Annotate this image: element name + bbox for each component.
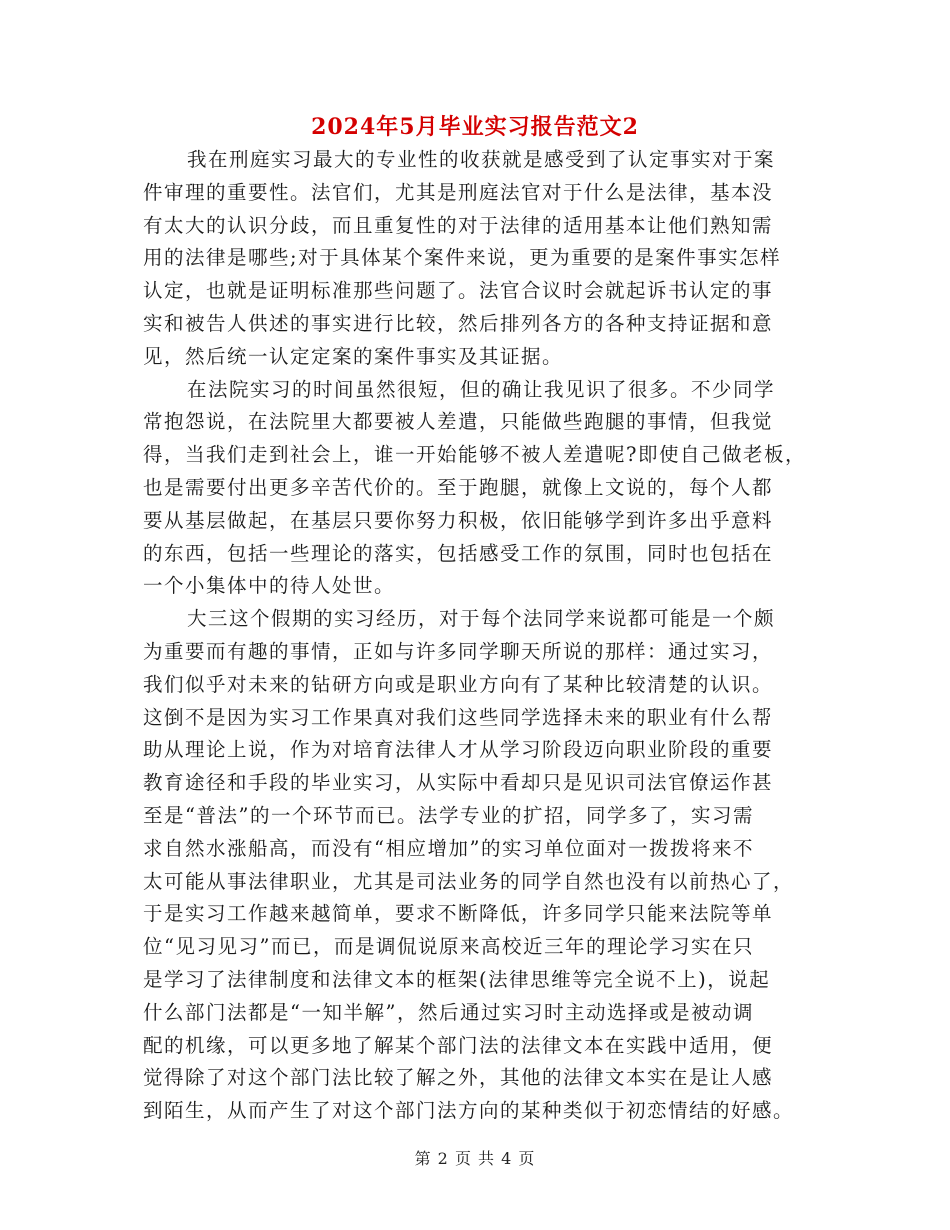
text-line: 件审理的重要性。法官们，尤其是刑庭法官对于什么是法律，基本没 (143, 180, 774, 204)
text-line: 认定，也就是证明标准那些问题了。法官合议时会就起诉书认定的事 (143, 279, 774, 303)
text-line: 这倒不是因为实习工作果真对我们这些同学选择未来的职业有什么帮 (143, 705, 774, 729)
text-line: 是学习了法律制度和法律文本的框架(法律思维等完全说不上)，说起 (143, 967, 771, 991)
text-line: 配的机缘，可以更多地了解某个部门法的法律文本在实践中适用，便 (143, 1033, 774, 1057)
page-title: 2024年5月毕业实习报告范文2 (311, 114, 639, 140)
text-line: 在法院实习的时间虽然很短，但的确让我见识了很多。不少同学 (187, 377, 776, 401)
text-line: 到陌生，从而产生了对这个部门法方向的某种类似于初恋情结的好感。 (143, 1099, 795, 1123)
text-line: 得，当我们走到社会上，谁一开始能够不被人差遣呢?即使自己做老板， (143, 443, 806, 467)
text-line: 于是实习工作越来越简单，要求不断降低，许多同学只能来法院等单 (143, 902, 774, 926)
text-line: 大三这个假期的实习经历，对于每个法同学来说都可能是一个颇 (187, 607, 776, 631)
text-line: 助从理论上说，作为对培育法律人才从学习阶段迈向职业阶段的重要 (143, 738, 774, 762)
text-line: 一个小集体中的待人处世。 (143, 574, 396, 598)
text-line: 位“见习见习”而已，而是调侃说原来高校近三年的理论学习实在只 (143, 935, 754, 959)
text-line: 教育途径和手段的毕业实习，从实际中看却只是见识司法官僚运作甚 (143, 771, 774, 795)
text-line: 求自然水涨船高，而没有“相应增加”的实习单位面对一拨拨将来不 (143, 836, 754, 860)
text-line: 要从基层做起，在基层只要你努力积极，依旧能够学到许多出乎意料 (143, 508, 774, 532)
document-body (143, 144, 815, 1128)
text-line: 什么部门法都是“一知半解”，然后通过实习时主动选择或是被动调 (143, 1000, 754, 1024)
text-line: 觉得除了对这个部门法比较了解之外，其他的法律文本实在是让人感 (143, 1066, 774, 1090)
text-line: 有太大的认识分歧，而且重复性的对于法律的适用基本让他们熟知需 (143, 213, 774, 237)
text-line: 实和被告人供述的事实进行比较，然后排列各方的各种支持证据和意 (143, 311, 774, 335)
text-line: 我在刑庭实习最大的专业性的收获就是感受到了认定事实对于案 (187, 148, 776, 171)
text-line: 见，然后统一认定定案的案件事实及其证据。 (143, 344, 564, 368)
text-line: 为重要而有趣的事情，正如与许多同学聊天所说的那样：通过实习， (143, 639, 774, 663)
text-line: 也是需要付出更多辛苦代价的。至于跑腿，就像上文说的，每个人都 (143, 475, 774, 499)
text-line: 用的法律是哪些;对于具体某个案件来说，更为重要的是案件事实怎样 (143, 246, 782, 270)
text-line: 常抱怨说，在法院里大都要被人差遣，只能做些跑腿的事情，但我觉 (143, 410, 774, 434)
text-line: 我们似乎对未来的钻研方向或是职业方向有了某种比较清楚的认识。 (143, 672, 774, 696)
text-line: 太可能从事法律职业，尤其是司法业务的同学自然也没有以前热心了， (143, 869, 795, 893)
text-line: 至是“普法”的一个环节而已。法学专业的扩招，同学多了，实习需 (143, 803, 754, 827)
text-line: 的东西，包括一些理论的落实，包括感受工作的氛围，同时也包括在 (143, 541, 774, 565)
page-number-footer: 第 2 页 共 4 页 (414, 1149, 536, 1168)
